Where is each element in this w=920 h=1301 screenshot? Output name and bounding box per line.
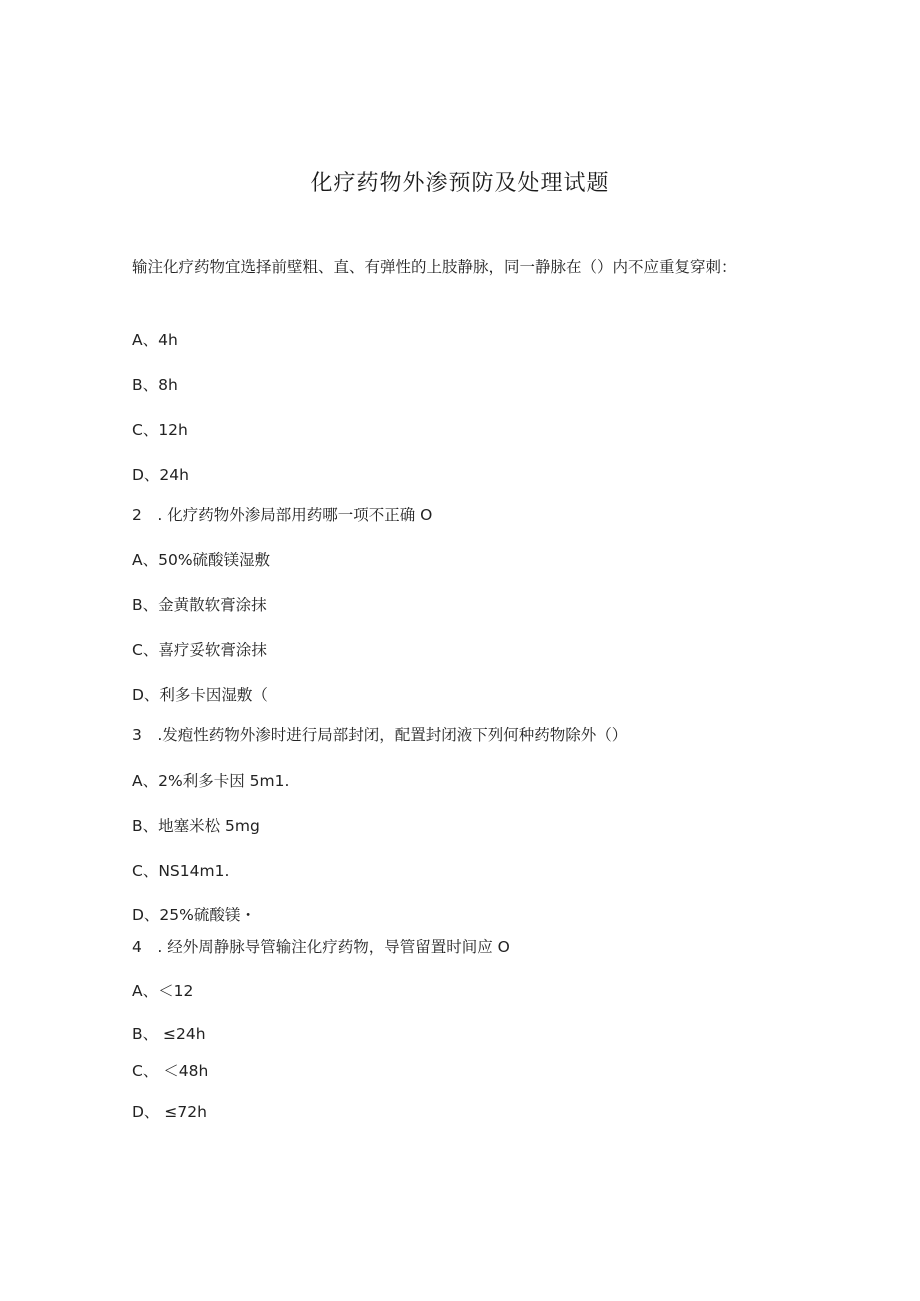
- question-4-option-a: A、＜12: [132, 982, 194, 1000]
- question-2-option-d: D、利多卡因湿敷（: [132, 686, 268, 704]
- question-2-option-c: C、喜疗妥软膏涂抹: [132, 641, 267, 659]
- question-4-option-d: D、 ≤72h: [132, 1103, 207, 1121]
- question-2-option-a: A、50%硫酸镁湿敷: [132, 551, 271, 569]
- question-3-stem: 3 .发疱性药物外渗时进行局部封闭，配置封闭液下列何种药物除外（）: [132, 726, 628, 744]
- question-2-stem: 2 . 化疗药物外渗局部用药哪一项不正确 O: [132, 506, 433, 524]
- question-1-stem: 输注化疗药物宜选择前壁粗、直、有弹性的上肢静脉，同一静脉在（）内不应重复穿刺：: [132, 258, 737, 276]
- question-1-option-a: A、4h: [132, 331, 178, 349]
- question-4-stem: 4 . 经外周静脉导管输注化疗药物，导管留置时间应 O: [132, 938, 510, 956]
- question-1-option-c: C、12h: [132, 421, 188, 439]
- question-4-option-b: B、 ≤24h: [132, 1025, 206, 1043]
- question-3-option-b: B、地塞米松 5mg: [132, 817, 260, 835]
- question-1-option-b: B、8h: [132, 376, 178, 394]
- question-3-option-d: D、25%硫酸镁・: [132, 906, 256, 924]
- question-3-option-a: A、2%利多卡因 5m1.: [132, 772, 290, 790]
- question-4-option-c: C、 ＜48h: [132, 1062, 209, 1080]
- question-2-option-b: B、金黄散软膏涂抹: [132, 596, 267, 614]
- document-title: 化疗药物外渗预防及处理试题: [310, 171, 610, 196]
- question-3-option-c: C、NS14m1.: [132, 862, 230, 880]
- question-1-option-d: D、24h: [132, 466, 189, 484]
